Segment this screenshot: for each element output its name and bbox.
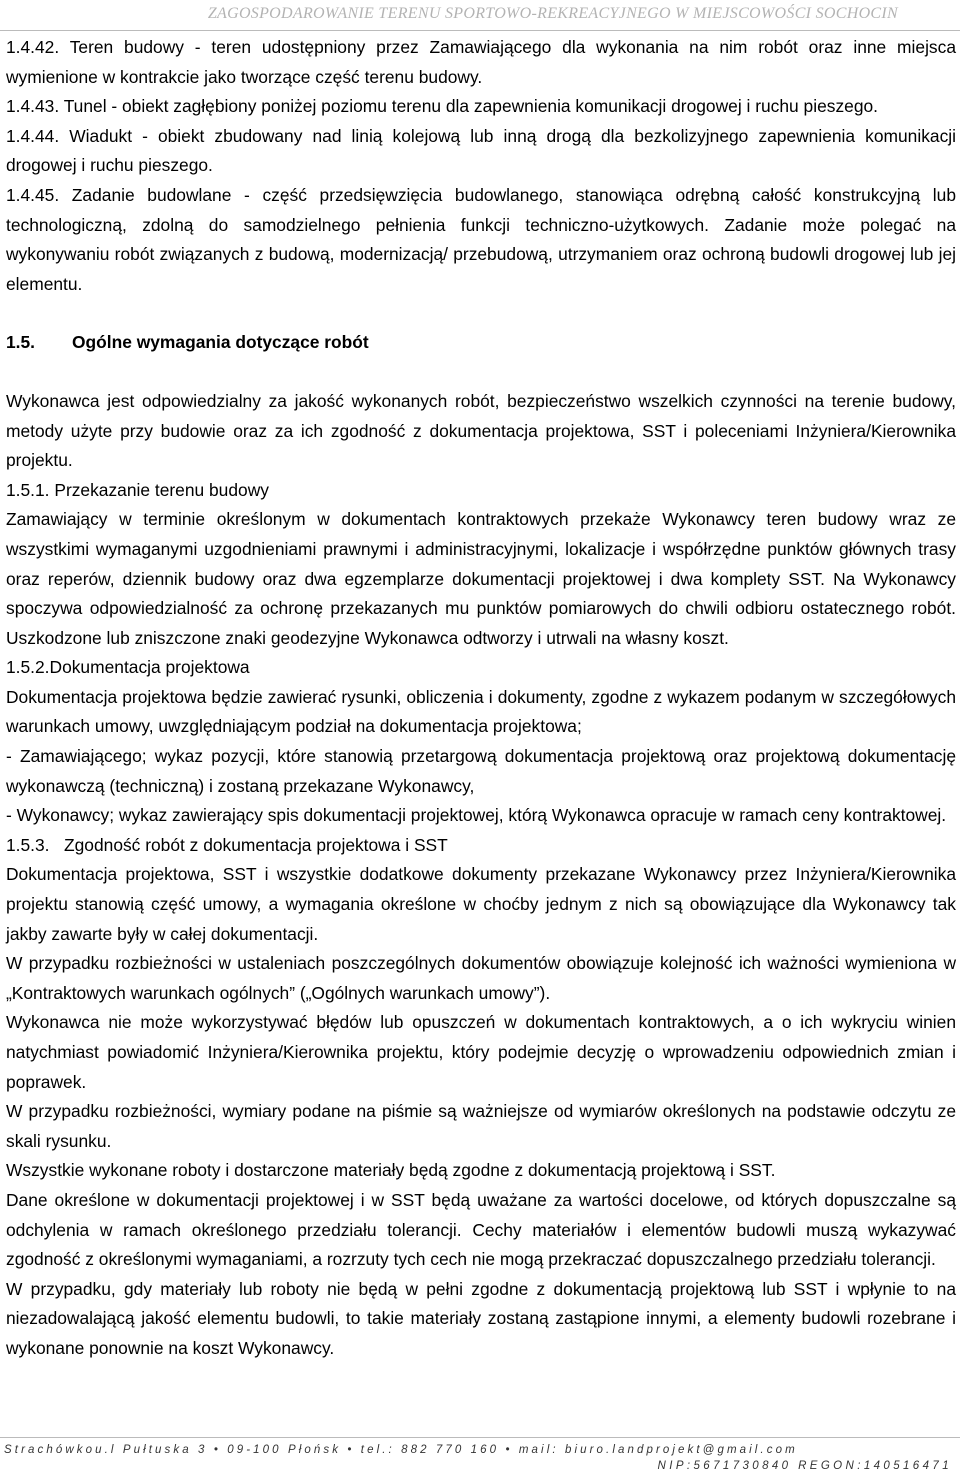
definition-1-4-43: 1.4.43. Tunel - obiekt zagłębiony poniżej poziomu terenu dla zapewnienia komunikacji drogowej i ruchu pieszego.	[6, 96, 878, 117]
page-footer	[0, 1437, 960, 1476]
paragraph: Wszystkie wykonane roboty i dostarczone materiały będą zgodne z dokumentacją projektową i SST.	[6, 1160, 776, 1181]
definition-1-4-45: 1.4.45. Zadanie budowlane - część przedsięwzięcia budowlanego, stanowiąca odrębną całość konstrukcyjną lub technologiczną, zdolną do samodzielnego pełnienia funkcji techniczno-użytkowych. Zadanie może polegać na wykonywaniu robót związanych z budową, modernizacją/ przebudową, utrzymaniem oraz ochroną budowli drogowej lub jej elementu.	[6, 184, 956, 294]
paragraph: Dokumentacja projektowa, SST i wszystkie dodatkowe dokumenty przekazane Wykonawcy przez Inżyniera/Kierownika projektu stanowią część umowy, a wymagania określone w choćby jednym z nich są obowiązujące dla Wykonawcy tak jakby zawarte były w całej dokumentacji.	[6, 864, 956, 944]
document-title: ZAGOSPODAROWANIE TERENU SPORTOWO-REKREACYJNEGO W MIEJSCOWOŚCI SOCHOCIN	[207, 5, 898, 22]
document-body	[6, 33, 956, 1364]
paragraph: Dane określone w dokumentacji projektowej i w SST będą uważane za wartości docelowe, od których dopuszczalne są odchylenia w ramach określonego przedziału tolerancji. Cechy materiałów i elementów budowli muszą wykazywać zgodność z określonymi wymaganiami, a rozrzuty tych cech nie mogą przekraczać dopuszczalnego przedziału tolerancji.	[6, 1189, 956, 1270]
section-heading	[6, 328, 956, 358]
subsection-heading: 1.5.1. Przekazanie terenu budowy	[6, 479, 269, 500]
subsection-heading: 1.5.3. Zgodność robót z dokumentacja projektowa i SST	[6, 834, 448, 855]
section-title: Ogólne wymagania dotyczące robót	[72, 332, 369, 353]
spacer	[6, 299, 956, 328]
paragraph: W przypadku rozbieżności w ustaleniach poszczególnych dokumentów obowiązuje kolejność ich ważności wymieniona w „Kontraktowych warunkach ogólnych” („Ogólnych warunkach umowy”).	[6, 953, 956, 1003]
definition-1-4-42: 1.4.42. Teren budowy - teren udostępniony przez Zamawiającego dla wykonania na nim robót oraz inne miejsca wymienione w kontrakcie jako tworzące część terenu budowy.	[6, 37, 956, 87]
paragraph: Zamawiający w terminie określonym w dokumentach kontraktowych przekaże Wykonawcy teren budowy wraz ze wszystkimi wymaganymi uzgodnieniami prawnymi i administracyjnymi, lokalizacje i współrzędne punktów głównych trasy oraz reperów, dziennik budowy oraz dwa egzemplarze dokumentacji projektowej i dwa komplety SST. Na Wykonawcy spoczywa odpowiedzialność za ochronę przekazanych mu punktów pomiarowych do chwili odbioru ostatecznego robót. Uszkodzone lub zniszczone znaki geodezyjne Wykonawca odtworzy i utrwali na własny koszt.	[6, 509, 956, 648]
section-number: 1.5.	[6, 332, 36, 353]
paragraph: W przypadku rozbieżności, wymiary podane na piśmie są ważniejsze od wymiarów określonych na podstawie odczytu ze skali rysunku.	[6, 1101, 956, 1151]
list-item: - Zamawiającego; wykaz pozycji, które stanowią przetargową dokumentacja projektową oraz projektową dokumentację wykonawczą (techniczną) i zostaną przekazane Wykonawcy,	[6, 746, 956, 796]
paragraph: Wykonawca jest odpowiedzialny za jakość wykonanych robót, bezpieczeństwo wszelkich czynności na terenie budowy, metody użyte przy budowie oraz za ich zgodność z dokumentacja projektowa, SST i poleceniami Inżyniera/Kierownika projektu.	[6, 390, 956, 471]
paragraph: W przypadku, gdy materiały lub roboty nie będą w pełni zgodne z dokumentacją projektową lub SST i wpłynie to na niezadowalającą jakość elementu budowli, to takie materiały zostaną zastąpione innymi, a elementy budowli rozebrane i wykonane ponownie na koszt Wykonawcy.	[6, 1278, 956, 1358]
list-item: - Wykonawcy; wykaz zawierający spis dokumentacji projektowej, którą Wykonawca opracuje w ramach ceny kontraktowej.	[6, 805, 947, 826]
page-header	[0, 0, 960, 31]
spacer	[6, 358, 956, 387]
footer-address: Strachówkou.l Pułtuska 3 • 09-100 Płońsk • tel.: 882 770 160 • mail: biuro.landprojekt@gmail.com	[4, 1444, 798, 1456]
paragraph: Wykonawca nie może wykorzystywać błędów lub opuszczeń w dokumentach kontraktowych, a o ich wykryciu winien natychmiast powiadomić Inżyniera/Kierownika projektu, który podejmie decyzję o wprowadzeniu odpowiednich zmian i poprawek.	[6, 1012, 956, 1092]
footer-ids: NIP:5671730840 REGON:140516471	[657, 1460, 952, 1472]
paragraph: Dokumentacja projektowa będzie zawierać rysunki, obliczenia i dokumenty, zgodne z wykazem podanym w szczegółowych warunkach umowy, uwzględniającym podział na dokumentacja projektowa;	[6, 686, 956, 737]
definition-1-4-44: 1.4.44. Wiadukt - obiekt zbudowany nad linią kolejową lub inną drogą dla bezkolizyjnego zapewnienia komunikacji drogowej i ruchu pieszego.	[6, 125, 956, 176]
subsection-heading: 1.5.2.Dokumentacja projektowa	[6, 657, 250, 678]
